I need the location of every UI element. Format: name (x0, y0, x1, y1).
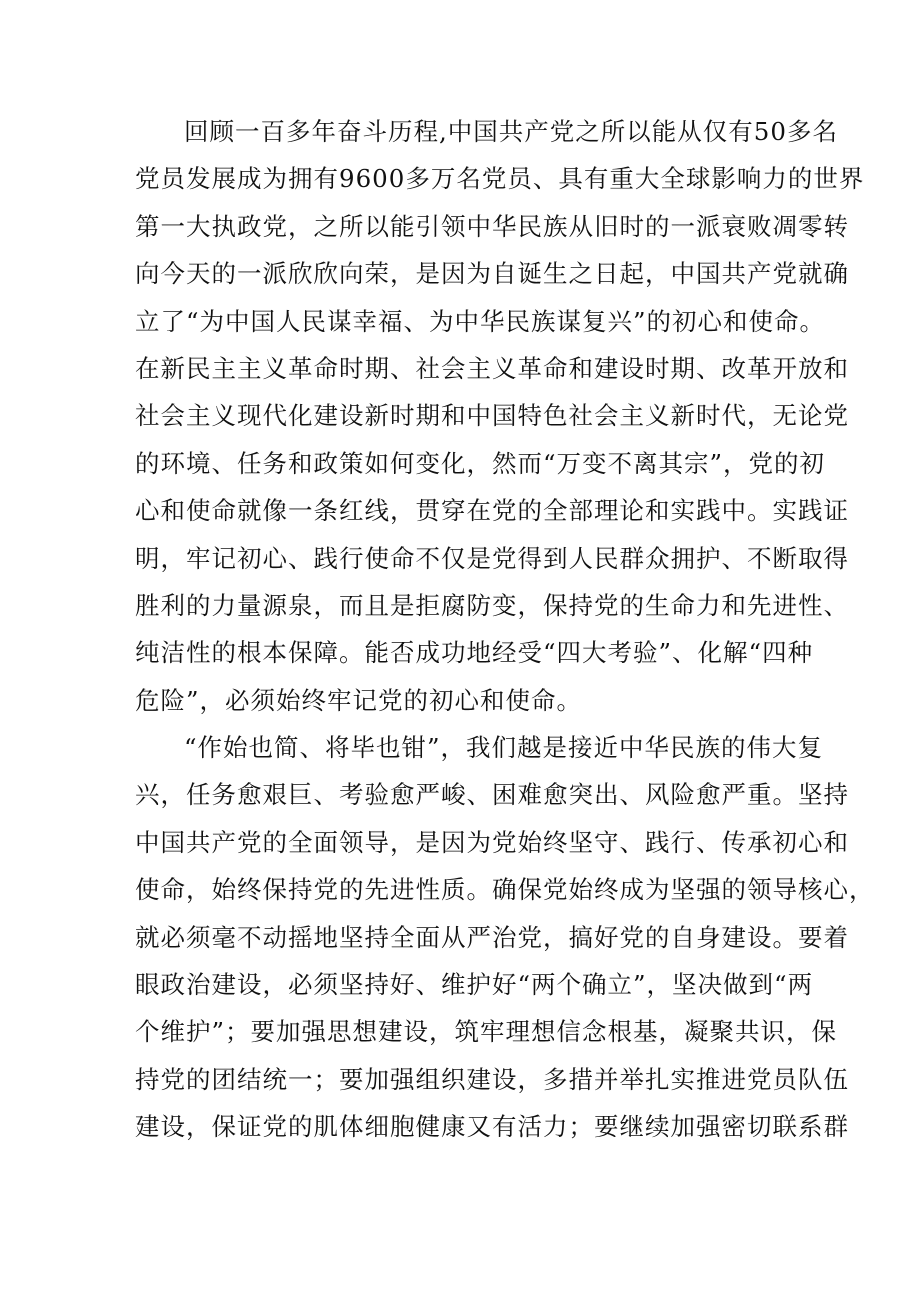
paragraph-line: 在新民主主义革命时期、社会主义革命和建设时期、改革开放和 (135, 353, 849, 383)
paragraph-line: 的环境、任务和政策如何变化，然而“万变不离其宗”，党的初 (135, 448, 826, 478)
paragraph-line: 纯洁性的根本保障。能否成功地经受“四大考验”、化解“四种 (135, 638, 814, 668)
paragraph-line: 明，牢记初心、践行使命不仅是党得到人民群众拥护、不断取得 (135, 543, 849, 573)
paragraph-line: 建设，保证党的肌体细胞健康又有活力；要继续加强密切联系群 (135, 1112, 849, 1142)
paragraph-line: 向今天的一派欣欣向荣，是因为自诞生之日起，中国共产党就确 (135, 259, 849, 289)
paragraph-line: 持党的团结统一；要加强组织建设，多措并举扎实推进党员队伍 (135, 1064, 849, 1094)
paragraph-line: 兴，任务愈艰巨、考验愈严峻、困难愈突出、风险愈严重。坚持 (135, 780, 849, 810)
paragraph-line: 立了“为中国人民谋幸福、为中华民族谋复兴”的初心和使命。 (135, 306, 826, 336)
paragraph-2 (135, 724, 875, 1151)
paragraph-line: 回顾一百多年奋斗历程,中国共产党之所以能从仅有50多名 (184, 117, 838, 146)
paragraph-line: 第一大执政党，之所以能引领中华民族从旧时的一派衰败凋零转 (135, 211, 849, 241)
paragraph-line: 胜利的力量源泉，而且是拒腐防变，保持党的生命力和先进性、 (135, 590, 849, 620)
paragraph-line: 党员发展成为拥有9600多万名党员、具有重大全球影响力的世界 (135, 164, 865, 194)
paragraph-line: “作始也简、将毕也钳”，我们越是接近中华民族的伟大复 (184, 733, 824, 763)
paragraph-line: 中国共产党的全面领导，是因为党始终坚守、践行、传承初心和 (135, 827, 849, 857)
paragraph-line: 社会主义现代化建设新时期和中国特色社会主义新时代，无论党 (135, 401, 849, 431)
paragraph-line: 心和使命就像一条红线，贯穿在党的全部理论和实践中。实践证 (135, 496, 849, 526)
paragraph-1 (135, 108, 865, 724)
paragraph-line: 使命，始终保持党的先进性质。确保党始终成为坚强的领导核心， (135, 875, 875, 905)
paragraph-line: 就必须毫不动摇地坚持全面从严治党，搞好党的自身建设。要着 (135, 922, 849, 952)
paragraph-line: 眼政治建设，必须坚持好、维护好“两个确立”，坚决做到“两 (135, 970, 814, 1000)
paragraph-line: 个维护”；要加强思想建设，筑牢理想信念根基，凝聚共识，保 (135, 1017, 838, 1047)
paragraph-line: 危险”，必须始终牢记党的初心和使命。 (135, 685, 583, 715)
document-body (135, 108, 875, 1151)
